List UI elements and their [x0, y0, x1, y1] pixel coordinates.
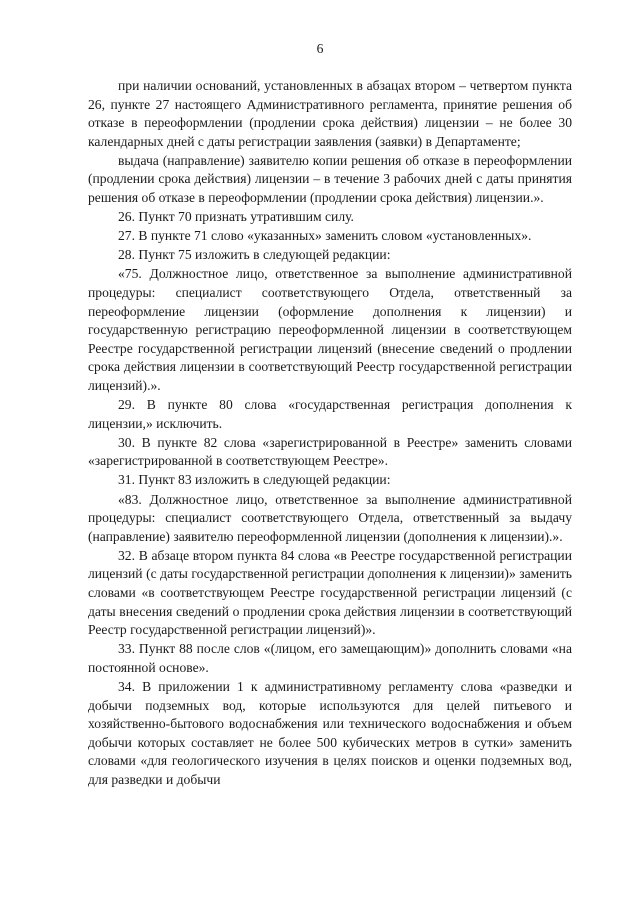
paragraph: 34. В приложении 1 к административному регламенту слова «разведки и добычи подземных вод, которые используются для целей питьевого и хозяйственно-бытового водоснабжения или технического водоснабжения и объем добычи которых составляет не более 500 кубических метров в сутки» заменить словами «для геологического изучения в целях поисков и оценки подземных вод, для разведки и добычи: [88, 679, 572, 787]
paragraph: при наличии оснований, установленных в абзацах втором – четвертом пункта 26, пункте 27 настоящего Административного регламента, принятие решения об отказе в переоформлении (продлении срока действия) лицензии – не более 30 календарных дней с даты регистрации заявления (заявки) в Департаменте;: [88, 78, 572, 149]
paragraph: 28. Пункт 75 изложить в следующей редакции:: [118, 247, 391, 263]
paragraph: 32. В абзаце втором пункта 84 слова «в Реестре государственной регистрации лицензий (с даты государственной регистрации дополнения к лицензии)» заменить словами «в соответствующем Реестре государственной регистрации лицензий (с даты внесения сведений о продлении срока действия лицензии в соответствующий Реестр государственной регистрации лицензий)».: [88, 547, 572, 638]
paragraph: 31. Пункт 83 изложить в следующей редакции:: [118, 472, 391, 488]
paragraph: 29. В пункте 80 слова «государственная регистрация дополнения к лицензии,» исключить.: [88, 397, 572, 431]
paragraph: выдача (направление) заявителю копии решения об отказе в переоформлении (продлении срока действия) лицензии – в течение 3 рабочих дней с даты принятия решения об отказе в переоформлении (продлении срока действия) лицензии.».: [88, 152, 572, 206]
paragraph: 33. Пункт 88 после слов «(лицом, его замещающим)» дополнить словами «на постоянной основе».: [88, 641, 572, 675]
document-body: [88, 77, 572, 790]
paragraph: «83. Должностное лицо, ответственное за выполнение административной процедуры: специалист соответствующего Отдела, ответственный за выдачу (направление) заявителю переоформленной лицензии (дополнения к лицензии).».: [88, 491, 572, 544]
paragraph: 26. Пункт 70 признать утратившим силу.: [118, 209, 354, 225]
paragraph: 30. В пункте 82 слова «зарегистрированной в Реестре» заменить словами «зарегистрированной в соответствующем Реестре».: [88, 434, 572, 469]
paragraph: 27. В пункте 71 слово «указанных» заменить словом «установленных».: [118, 228, 532, 244]
page-number: 6: [316, 41, 324, 56]
paragraph: «75. Должностное лицо, ответственное за выполнение административной процедуры: специалист соответствующего Отдела, ответственный за переоформление лицензии (оформление дополнения к лицензии) и государственную регистрацию переоформленной лицензии в соответствующем Реестре государственной регистрации лицензий (внесение сведений о продлении срока действия лицензии в соответствующий Реестр государственной регистрации лицензий).».: [88, 266, 572, 393]
